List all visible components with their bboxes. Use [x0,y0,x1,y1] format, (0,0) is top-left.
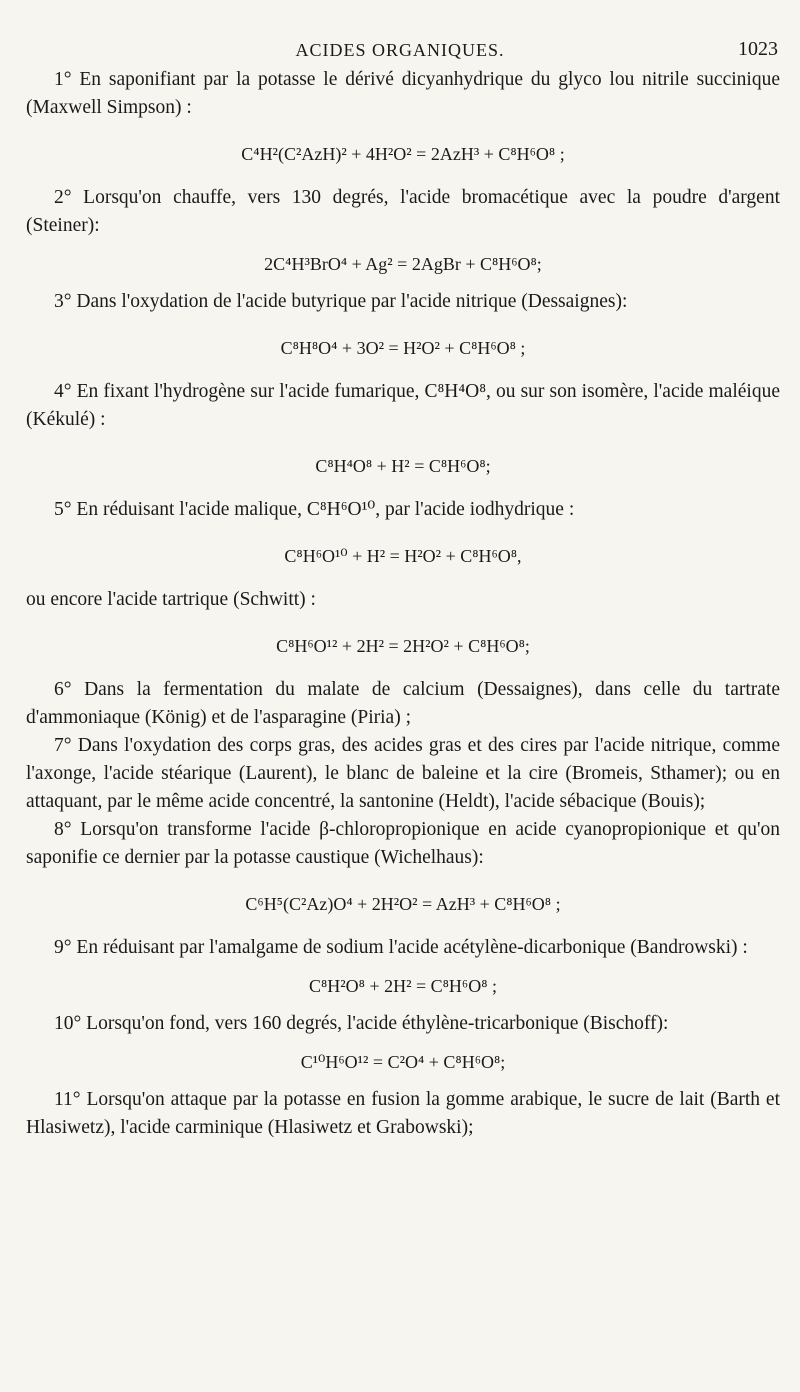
paragraph-5: 5° En réduisant l'acide malique, C⁸H⁶O¹⁰, par l'acide iodhydrique : [54,499,575,520]
paragraph-8: 8° Lorsqu'on transforme l'acide β-chloropropionique en acide cyanopropionique et qu'on saponifie ce dernier par la potasse caustique (Wichelhaus): [26,819,780,868]
paragraph-1: 1° En saponifiant par la potasse le dérivé dicyanhydrique du glyco lou nitrile succinique (Maxwell Simpson) : [26,69,780,118]
paragraph-11: 11° Lorsqu'on attaque par la potasse en fusion la gomme arabique, le sucre de lait (Barth et Hlasiwetz), l'acide carminique (Hlasiwetz et Grabowski); [26,1089,780,1138]
paragraph-4: 4° En fixant l'hydrogène sur l'acide fumarique, C⁸H⁴O⁸, ou sur son isomère, l'acide maléique (Kékulé) : [26,381,780,430]
paragraph-2: 2° Lorsqu'on chauffe, vers 130 degrés, l'acide bromacétique avec la poudre d'argent (Steiner): [26,187,780,236]
formula-10: C¹⁰H⁶O¹² = C²O⁴ + C⁸H⁶O⁸; [300,1052,506,1072]
formula-3: C⁸H⁸O⁴ + 3O² = H²O² + C⁸H⁶O⁸ ; [280,338,526,358]
page-body [26,66,780,1142]
formula-5: C⁸H⁶O¹⁰ + H² = H²O² + C⁸H⁶O⁸, [284,546,522,566]
formula-4: C⁸H⁴O⁸ + H² = C⁸H⁶O⁸; [315,456,491,476]
paragraph-5b: ou encore l'acide tartrique (Schwitt) : [26,589,316,610]
paragraph-9: 9° En réduisant par l'amalgame de sodium l'acide acétylène-dicarbonique (Bandrowski) : [54,937,748,958]
page-header [0,34,800,64]
running-title: ACIDES ORGANIQUES. [295,40,505,60]
formula-1: C⁴H²(C²AzH)² + 4H²O² = 2AzH³ + C⁸H⁶O⁸ ; [241,144,565,164]
formula-6: C⁸H⁶O¹² + 2H² = 2H²O² + C⁸H⁶O⁸; [276,636,530,656]
paragraph-3: 3° Dans l'oxydation de l'acide butyrique par l'acide nitrique (Dessaignes): [54,291,628,312]
paragraph-10: 10° Lorsqu'on fond, vers 160 degrés, l'acide éthylène-tricarbonique (Bischoff): [54,1013,669,1034]
paragraph-7: 7° Dans l'oxydation des corps gras, des acides gras et des cires par l'acide nitrique, comme l'axonge, l'acide stéarique (Laurent), le blanc de baleine et la cire (Bromeis, Sthamer); ou en attaquant, par le même acide concentré, la santonine (Heldt), l'acide sébacique (Bouis); [26,735,780,812]
paragraph-6: 6° Dans la fermentation du malate de calcium (Dessaignes), dans celle du tartrate d'ammoniaque (König) et de l'asparagine (Piria) ; [26,679,780,728]
formula-9: C⁸H²O⁸ + 2H² = C⁸H⁶O⁸ ; [309,976,497,996]
page-number: 1023 [738,38,778,60]
formula-8: C⁶H⁵(C²Az)O⁴ + 2H²O² = AzH³ + C⁸H⁶O⁸ ; [245,894,561,914]
formula-2: 2C⁴H³BrO⁴ + Ag² = 2AgBr + C⁸H⁶O⁸; [264,254,542,274]
